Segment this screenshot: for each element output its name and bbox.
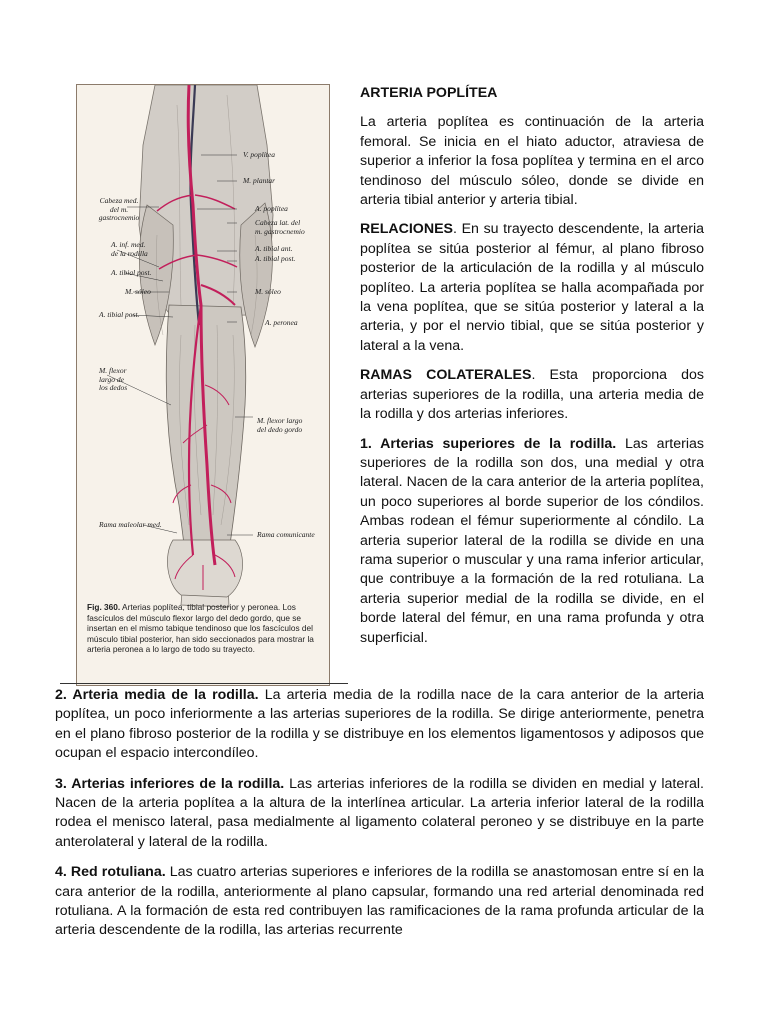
section-title: ARTERIA POPLÍTEA: [360, 85, 498, 101]
paragraph-inferiores: [55, 775, 704, 853]
relaciones-heading: RELACIONES: [360, 221, 454, 238]
paragraph-media: [55, 686, 704, 764]
full-width-text: [55, 686, 704, 952]
label-a-tibial-post-left-2: A. tibial post.: [99, 310, 140, 319]
red-rotuliana-heading: 4. Red rotuliana.: [55, 864, 166, 881]
label-a-tibial-ant: A. tibial ant.: [255, 244, 293, 253]
label-rama-maleolar: Rama maleolar med.: [99, 520, 162, 529]
figure-caption-text: Arterias poplítea, tibial posterior y peronea. Los fascículos del músculo flexor largo del dedo gordo, que se insertan en el mismo tabique tendinoso que los fascículos del músculo tibial posterior, han sido seccionados para mostrar la arteria peronea a lo largo de todo su trayecto.: [87, 602, 314, 655]
label-m-soleo-left: M. sóleo: [125, 287, 151, 296]
relaciones-text: . En su trayecto descendente, la arteria poplítea se sitúa posterior al fémur, al plano fibroso posterior de la articulación de la rodilla y al músculo poplíteo. La arteria poplítea se halla acompañada por la vena poplítea, que se sitúa posterior y lateral a la arteria, y por el nervio tibial, que se sitúa posterior y lateral a la vena.: [360, 221, 704, 354]
label-m-soleo-right: M. sóleo: [255, 287, 281, 296]
divider: [60, 683, 348, 684]
ramas-heading: RAMAS COLATERALES: [360, 367, 532, 384]
red-rotuliana-text: Las cuatro arterias superiores e inferiores de la rodilla se anastomosan entre sí en la cara anterior de la rodilla, anteriormente al plano capsular, formando una red arterial denominada red rotuliana. A la formación de esta red contribuyen las ramificaciones de la rama profunda articular de la arteria descendente de la rodilla, las arterias recurrente: [55, 864, 704, 939]
label-m-flexor-largo-dedos: M. flexor largo de los dedos: [99, 366, 128, 392]
figure-caption: [87, 602, 323, 655]
paragraph-ramas: [360, 366, 704, 424]
label-a-peronea: A. peronea: [265, 318, 298, 327]
label-cabeza-med: Cabeza med. del m. gastrocnemio: [98, 196, 140, 222]
label-m-flexor-dedo-gordo: M. flexor largo del dedo gordo: [257, 416, 303, 434]
paragraph-superiores: [360, 435, 704, 648]
inferiores-heading: 3. Arterias inferiores de la rodilla.: [55, 775, 285, 792]
paragraph-red-rotuliana: [55, 863, 704, 941]
figure-number: Fig. 360.: [87, 602, 121, 612]
label-a-inf-med: A. inf. med. de la rodilla: [111, 240, 148, 258]
label-cabeza-lat: Cabeza lat. del m. gastrocnemio: [255, 218, 305, 236]
anatomical-figure: [76, 84, 330, 686]
label-m-plantar: M. plantar: [243, 176, 276, 185]
label-a-tibial-post-left: A. tibial post.: [111, 268, 152, 277]
ramas-text: . Esta proporciona dos arterias superiores de la rodilla, una arteria media de la rodilla y dos arterias inferiores.: [360, 367, 704, 423]
inferiores-text: Las arterias inferiores de la rodilla se dividen en medial y lateral. Nacen de la arteria poplítea a la altura de la interlínea articular. La arteria inferior lateral de la rodilla rodea el menisco lateral, pasa medialmente al ligamento colateral peroneo y se distribuye en la parte anterolateral y lateral de la rodilla.: [55, 775, 704, 850]
right-column: [360, 84, 704, 658]
paragraph-relaciones: [360, 220, 704, 356]
superiores-text: Las arterias superiores de la rodilla son dos, una medial y otra lateral. Nacen de la cara anterior de la arteria poplítea, un poco superiores al borde superior de los cóndilos. Ambas rodean el fémur superiormente al cóndilo. La arteria superior lateral de la rodilla se divide en una rama superior o muscular y una rama inferior articular, que contribuye a la formación de la red rotuliana. La arteria superior medial de la rodilla se divide, en el borde lateral del fémur, en una rama profunda y otra superficial.: [360, 435, 704, 646]
superiores-heading: 1. Arterias superiores de la rodilla.: [360, 435, 617, 452]
label-rama-comunicante: Rama comunicante: [257, 530, 315, 539]
media-heading: 2. Arteria media de la rodilla.: [55, 687, 259, 703]
label-v-poplitea: V. poplítea: [243, 150, 275, 159]
label-a-tibial-post-right: A. tibial post.: [255, 254, 296, 263]
label-a-poplitea: A. poplítea: [255, 204, 288, 213]
media-text: La arteria media de la rodilla nace de la cara anterior de la arteria poplítea, un poco inferiormente a las arterias superiores de la rodilla. Se dirige anteriormente, penetra en el plano fibroso posterior de la rodilla y se distribuye en los elementos ligamentosos y adiposos que ocupan el espacio intercondíleo.: [55, 687, 705, 762]
paragraph-intro: La arteria poplítea es continuación de la arteria femoral. Se inicia en el hiato aductor, atraviesa de superior a inferior la fosa poplítea y termina en el arco tendinoso del músculo sóleo, donde se divide en arteria tibial anterior y arteria tibial.: [360, 114, 704, 209]
